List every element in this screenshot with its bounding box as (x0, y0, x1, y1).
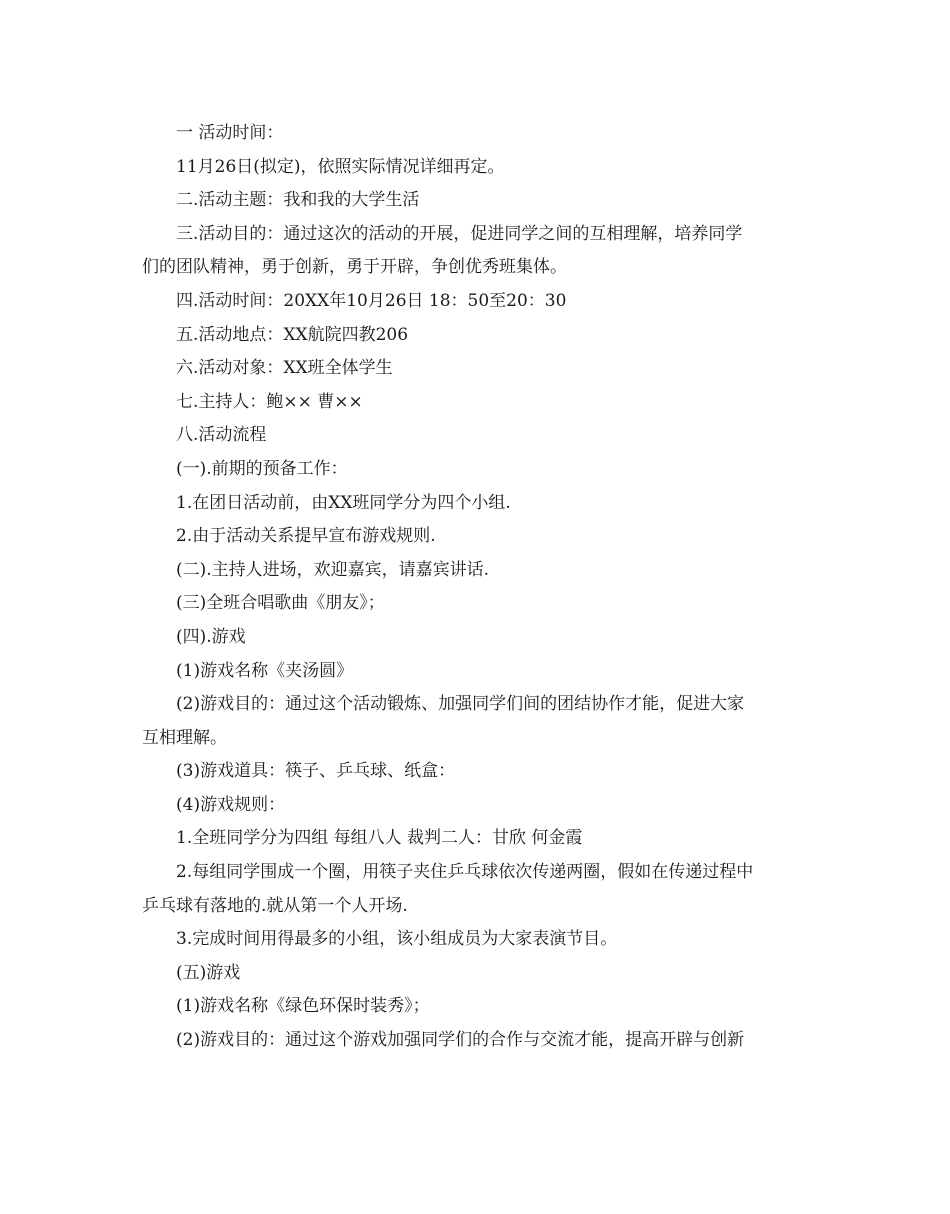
text-line: 八.活动流程 (176, 425, 267, 446)
text-line: 七.主持人：鲍×× 曹×× (176, 391, 363, 412)
text-line: 二.活动主题：我和我的大学生活 (176, 190, 420, 211)
text-line: 五.活动地点：XX航院四教206 (176, 324, 409, 345)
text-line: 一 活动时间： (176, 123, 284, 143)
text-line: (2)游戏目的：通过这个游戏加强同学们的合作与交流才能，提高开辟与创新 (176, 1030, 745, 1051)
text-line: (四).游戏 (176, 626, 246, 647)
text-line: (五)游戏 (176, 962, 241, 983)
text-line: (三)全班合唱歌曲《朋友》； (176, 593, 385, 614)
text-line: 11月26日(拟定)，依照实际情况详细再定。 (176, 156, 505, 177)
text-line: 六.活动对象：XX班全体学生 (176, 358, 393, 379)
text-line: (3)游戏道具：筷子、乒乓球、纸盒： (176, 761, 456, 782)
text-line: 乒乓球有落地的.就从第一个人开场. (142, 895, 408, 916)
text-line: (2)游戏目的：通过这个活动锻炼、加强同学们间的团结协作才能，促进大家 (176, 694, 745, 715)
text-line: 四.活动时间：20XX年10月26日 18：50至20：30 (176, 290, 567, 311)
text-line: (4)游戏规则： (176, 794, 286, 815)
text-line: 互相理解。 (142, 727, 227, 748)
text-line: (一).前期的预备工作： (176, 458, 348, 479)
text-line: 们的团队精神，勇于创新，勇于开辟，争创优秀班集体。 (142, 257, 567, 278)
document-body (142, 117, 814, 1058)
text-line: (1)游戏名称《夹汤圆》 (176, 660, 354, 681)
text-line: 3.完成时间用得最多的小组，该小组成员为大家表演节目。 (176, 929, 618, 950)
text-line: 1.在团日活动前，由XX班同学分为四个小组. (176, 492, 511, 513)
text-line: 2.每组同学围成一个圈，用筷子夹住乒乓球依次传递两圈，假如在传递过程中 (176, 862, 754, 883)
text-line: (二).主持人进场，欢迎嘉宾，请嘉宾讲话. (176, 559, 490, 580)
text-line: 三.活动目的：通过这次的活动的开展，促进同学之间的互相理解，培养同学 (176, 223, 743, 244)
text-line: 2.由于活动关系提早宣布游戏规则. (176, 526, 436, 547)
text-line: (1)游戏名称《绿色环保时装秀》； (176, 996, 430, 1017)
text-line: 1.全班同学分为四组 每组八人 裁判二人：甘欣 何金霞 (176, 828, 583, 849)
